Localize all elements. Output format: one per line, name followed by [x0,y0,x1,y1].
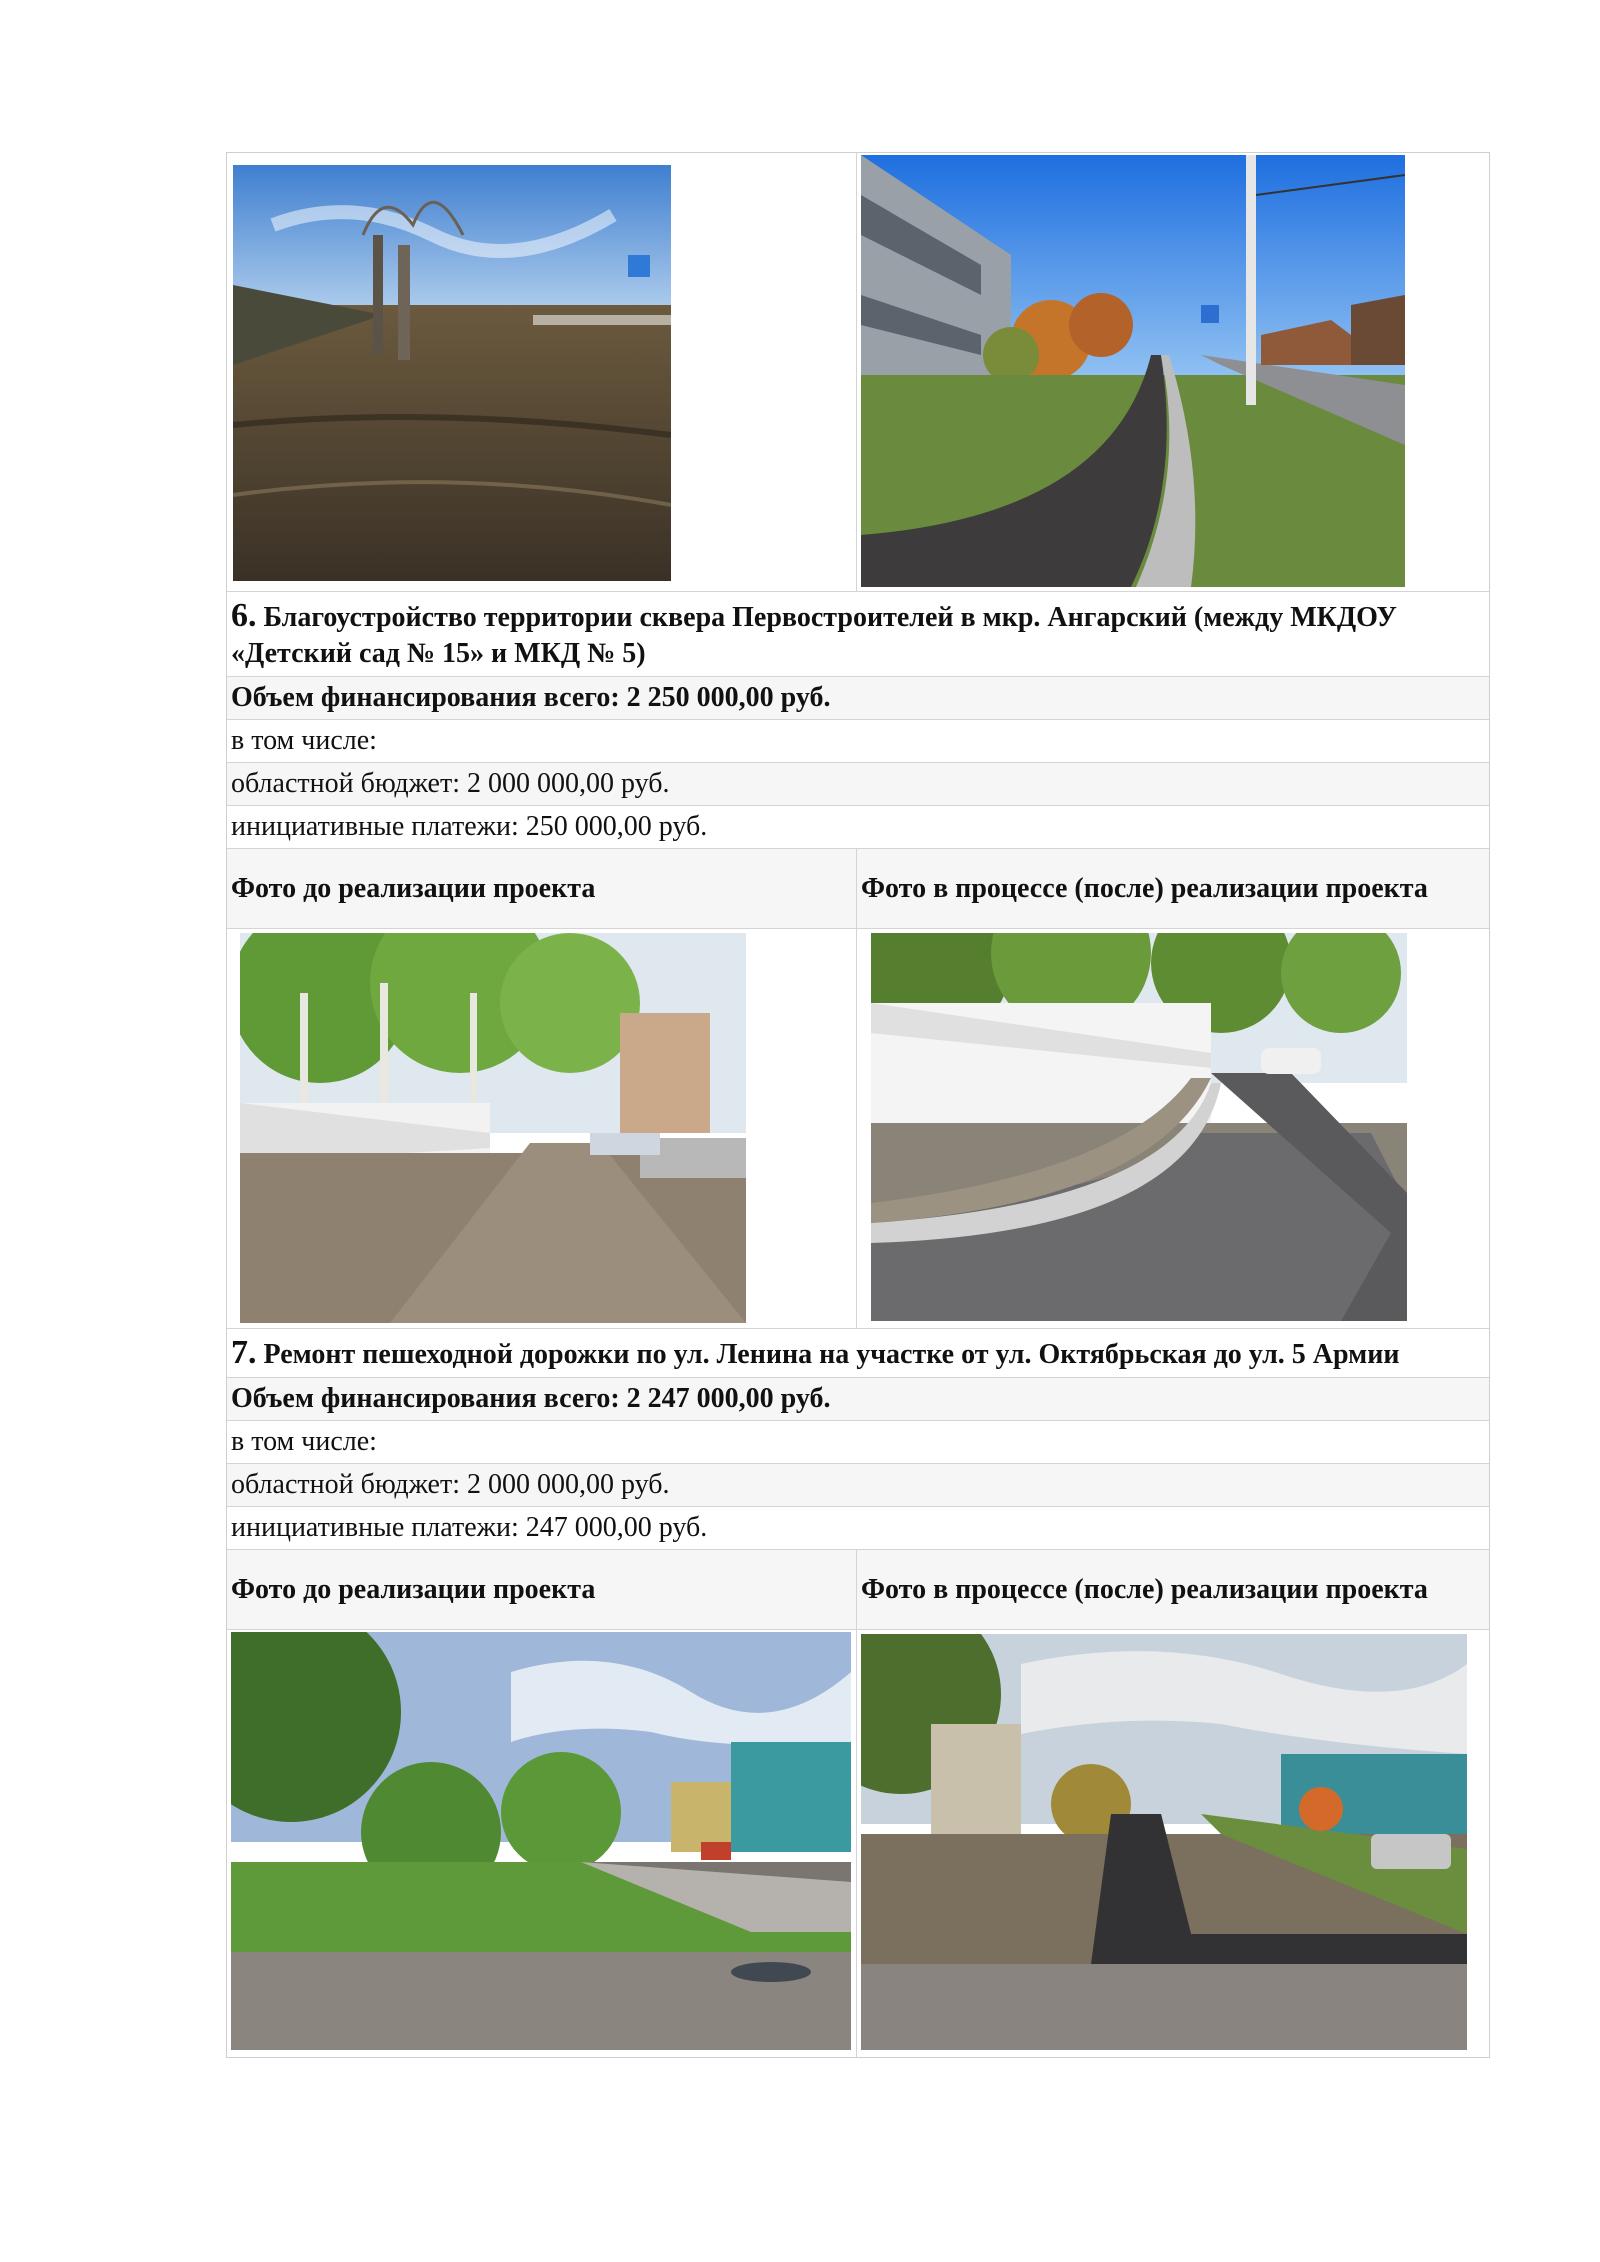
section-7-photo-cell-after [857,1630,1489,2057]
section-6-title-text: Благоустройство территории сквера Первостроителей в мкр. Ангарский (между МКДОУ «Детский сад № 15» и МКД № 5) [231,602,1397,669]
photo-cell-after [857,153,1489,591]
section-6-funding-total: Объем финансирования всего: 2 250 000,00 руб. [231,682,831,713]
section-7-photo-after [861,1634,1467,2050]
section-7-number: 7. [231,1334,257,1371]
section-7-title-row [227,1328,1489,1377]
section-7-including: в том числе: [231,1426,377,1457]
section-6-photo-cell-before [227,929,857,1328]
photo-cell-before [227,153,857,591]
section-7-regional-row [227,1463,1489,1506]
section-7-including-row [227,1420,1489,1463]
section-6-initiative-payments: инициативные платежи: 250 000,00 руб. [231,811,708,842]
project-table [226,152,1490,2058]
section-7-photo-before-label: Фото до реализации проекта [227,1550,857,1629]
photo-row-previous [227,153,1489,591]
section-6-photo-cell-after [857,929,1489,1328]
section-7-photo-before [231,1632,851,2050]
section-6-regional-row [227,762,1489,805]
section-6-including-row [227,719,1489,762]
section-7-title [227,1329,1489,1377]
section-7-initiative-payments: инициативные платежи: 247 000,00 руб. [231,1512,708,1543]
section-6-initiative-row [227,805,1489,848]
section-7-photo-cell-before [227,1630,857,2057]
section-7-photo-row [227,1629,1489,2057]
section-6-photo-after [871,933,1407,1321]
section-6-including: в том числе: [231,725,377,756]
section-6-photo-row [227,928,1489,1328]
section-6-photo-after-label: Фото в процессе (после) реализации проекта [861,873,1428,904]
section-6-funding-row [227,676,1489,719]
photo-after-sidewalk [861,155,1405,587]
photo-before-roadside [233,165,671,581]
section-6-regional-budget: областной бюджет: 2 000 000,00 руб. [231,768,670,799]
section-7-photo-header-row [227,1549,1489,1629]
section-6-photo-before [240,933,746,1323]
section-7-regional-budget: областной бюджет: 2 000 000,00 руб. [231,1469,670,1500]
section-6-title [227,592,1489,676]
section-7-funding-total: Объем финансирования всего: 2 247 000,00 руб. [231,1383,831,1414]
section-6-photo-header-row [227,848,1489,928]
section-7-initiative-row [227,1506,1489,1549]
section-7-funding-row [227,1377,1489,1420]
section-6-number: 6. [231,597,257,634]
section-7-title-text: Ремонт пешеходной дорожки по ул. Ленина на участке от ул. Октябрьская до ул. 5 Армии [256,1339,1400,1370]
section-6-photo-before-label: Фото до реализации проекта [227,849,857,928]
section-7-photo-after-label: Фото в процессе (после) реализации проекта [861,1574,1428,1605]
section-6-title-row [227,591,1489,676]
